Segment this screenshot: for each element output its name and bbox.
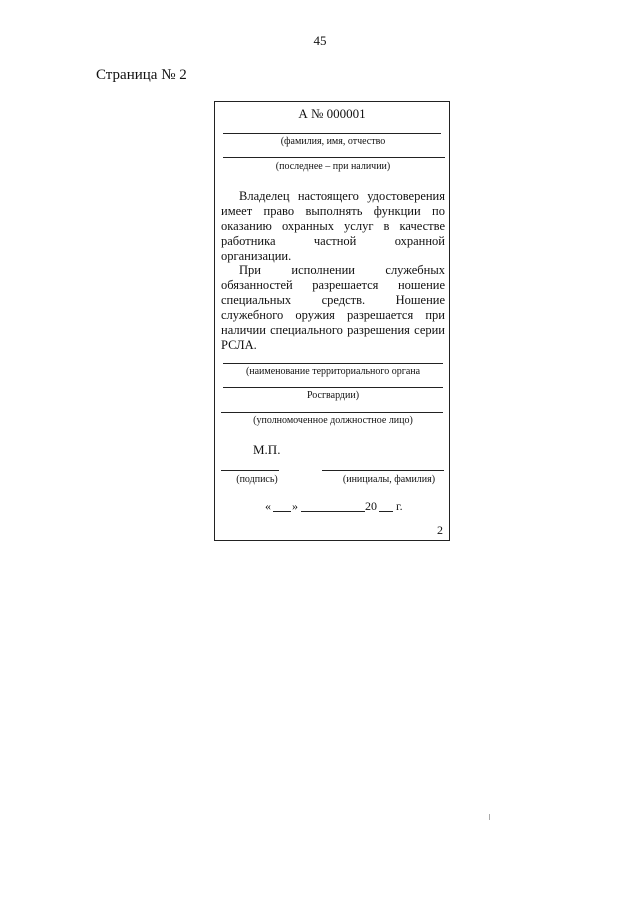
- weapons-text: При исполнении служебных обязанностей разрешается ношение специальных средств. Ношение служебного оружия разрешается при наличии специального разрешения серии РСЛА.: [221, 263, 445, 352]
- weapons-paragraph: [221, 263, 445, 353]
- name-line: [223, 133, 441, 134]
- official-line: [221, 412, 443, 413]
- page-title: Страница № 2: [96, 67, 187, 83]
- page-number: 45: [313, 33, 327, 48]
- certificate-serial: А № 000001: [298, 106, 366, 121]
- patronymic-line: [223, 157, 445, 158]
- date-year-prefix: 20: [365, 499, 377, 513]
- rights-paragraph: [221, 189, 445, 264]
- organ-line: [223, 363, 443, 364]
- signature-line: [221, 470, 279, 471]
- initials-line: [322, 470, 444, 471]
- date-month-line: [301, 511, 365, 512]
- date-day-line: [273, 511, 291, 512]
- card-number: 2: [437, 523, 443, 537]
- rights-text: Владелец настоящего удостоверения имеет право выполнять функции по оказанию охранных услуг в качестве работника частной охранной организации.: [221, 189, 445, 263]
- scan-artifact: [489, 814, 490, 820]
- caption-initials: (инициалы, фамилия): [342, 474, 436, 485]
- caption-organ: (наименование территориального органа: [245, 366, 421, 377]
- date-year-line: [379, 511, 393, 512]
- caption-name: (фамилия, имя, отчество: [280, 136, 386, 147]
- date-year-suffix: г.: [396, 499, 403, 513]
- caption-signature: (подпись): [236, 474, 278, 485]
- rosgvardia-line: [223, 387, 443, 388]
- caption-patronymic: (последнее – при наличии): [275, 161, 391, 172]
- stamp-place: М.П.: [253, 442, 281, 457]
- caption-rosgvardia: Росгвардии): [306, 390, 360, 401]
- caption-official: (уполномоченное должностное лицо): [253, 415, 413, 426]
- date-open-quote: «: [265, 499, 271, 513]
- date-close-quote: »: [292, 499, 298, 513]
- certificate-card: [214, 101, 450, 541]
